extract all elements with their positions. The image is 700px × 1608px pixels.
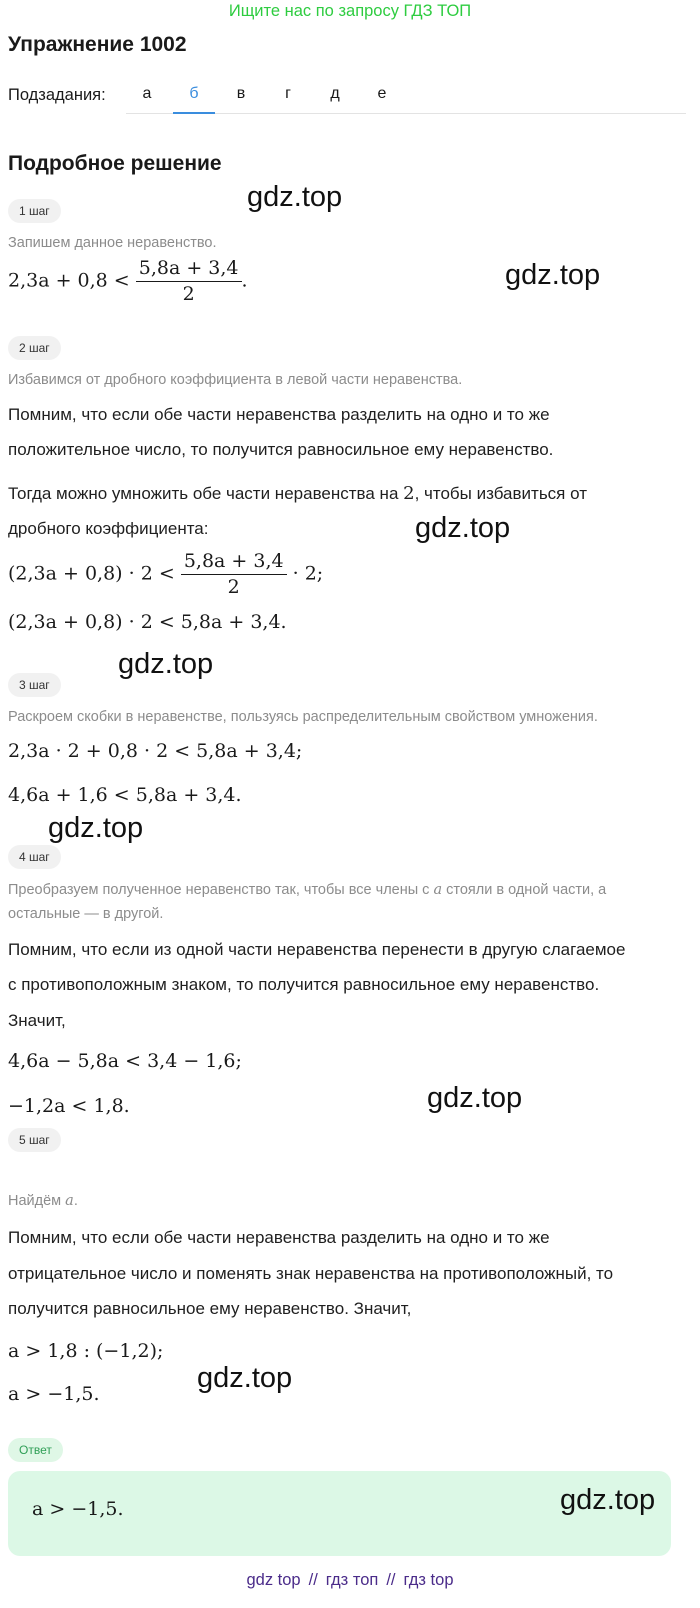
step-3-inequality-1: 2,3a · 2 + 0,8 · 2 < 5,8a + 3,4; bbox=[8, 740, 303, 762]
footer-link-gdz-top[interactable]: gdz top bbox=[246, 1571, 301, 1589]
step-2-inequality-2: (2,3a + 0,8) · 2 < 5,8a + 3,4. bbox=[8, 611, 287, 633]
watermark: gdz.top bbox=[505, 259, 601, 291]
variable-a: a bbox=[433, 882, 443, 898]
watermark: gdz.top bbox=[197, 1362, 293, 1394]
step-4-rule-line-1: Помним, что если из одной части неравенства перенести в другую слагаемое bbox=[8, 940, 626, 959]
step-5-inequality-1: a > 1,8 : (−1,2); bbox=[8, 1340, 164, 1362]
tab-v[interactable]: в bbox=[236, 85, 246, 102]
step-2-hint: Избавимся от дробного коэффициента в левой части неравенства. bbox=[8, 372, 463, 388]
step-4-hint-line-1 bbox=[8, 878, 606, 902]
subtask-tabs bbox=[126, 74, 686, 114]
fraction-numerator: 5,8a + 3,4 bbox=[181, 549, 287, 575]
step-4-inequality-1: 4,6a − 5,8a < 3,4 − 1,6; bbox=[8, 1050, 242, 1072]
step-2-rule-line-1: Помним, что если обе части неравенства разделить на одно и то же bbox=[8, 405, 550, 424]
footer-links bbox=[0, 1571, 700, 1590]
hint-text: Найдём bbox=[8, 1193, 66, 1209]
step-1-inequality bbox=[8, 256, 248, 307]
hint-text: стояли в одной части, а bbox=[442, 882, 607, 898]
step-2-rule-line-2: положительное число, то получится равносильное ему неравенство. bbox=[8, 440, 554, 459]
step-2-badge: 2 шаг bbox=[8, 336, 61, 360]
hint-text: Преобразуем полученное неравенство так, чтобы все члены с bbox=[8, 882, 434, 898]
step-5-hint bbox=[8, 1189, 78, 1213]
watermark: gdz.top bbox=[247, 181, 343, 213]
step-5-rule-line-2: отрицательное число и поменять знак неравенства на противоположный, то bbox=[8, 1264, 614, 1283]
section-title: Подробное решение bbox=[8, 152, 222, 175]
tab-d[interactable]: д bbox=[330, 85, 340, 102]
tab-e[interactable]: е bbox=[377, 85, 387, 102]
step-2-explanation-line-2: дробного коэффициента: bbox=[8, 519, 209, 538]
step-3-hint: Раскроем скобки в неравенстве, пользуясь распределительным свойством умножения. bbox=[8, 709, 598, 725]
variable-a: a bbox=[65, 1193, 74, 1209]
answer-badge: Ответ bbox=[8, 1438, 63, 1462]
footer-link-gdz-top-ru[interactable]: гдз топ bbox=[325, 1571, 379, 1589]
footer-separator: // bbox=[386, 1571, 396, 1589]
step-2-explanation-line-1 bbox=[8, 476, 678, 511]
step-1-hint: Запишем данное неравенство. bbox=[8, 235, 217, 251]
tab-a[interactable]: а bbox=[142, 85, 152, 102]
watermark: gdz.top bbox=[48, 812, 144, 844]
footer-separator: // bbox=[308, 1571, 318, 1589]
inequality-left-side: 2,3a + 0,8 < bbox=[8, 269, 130, 292]
tab-g[interactable]: г bbox=[285, 85, 291, 102]
exercise-title: Упражнение 1002 bbox=[8, 33, 187, 56]
step-4-inequality-2: −1,2a < 1,8. bbox=[8, 1095, 130, 1117]
fraction-numerator: 5,8a + 3,4 bbox=[136, 256, 242, 282]
step-3-inequality-2: 4,6a + 1,6 < 5,8a + 3,4. bbox=[8, 784, 242, 806]
inequality-left-side: (2,3a + 0,8) · 2 < bbox=[8, 562, 175, 585]
step-4-rule-line-2: с противоположным знаком, то получится равносильное ему неравенство. bbox=[8, 975, 600, 994]
watermark: gdz.top bbox=[427, 1082, 523, 1114]
watermark: gdz.top bbox=[118, 648, 214, 680]
explanation-text: Тогда можно умножить обе части неравенства на bbox=[8, 484, 404, 503]
step-4-hint-line-2: остальные — в другой. bbox=[8, 906, 164, 922]
inequality-tail: . bbox=[241, 269, 248, 292]
explanation-text: , чтобы избавиться от bbox=[414, 484, 587, 503]
tab-b-active[interactable]: б bbox=[173, 74, 215, 114]
step-3-badge: 3 шаг bbox=[8, 673, 61, 697]
answer-value: a > −1,5. bbox=[32, 1498, 124, 1520]
fraction bbox=[136, 256, 242, 307]
inequality-tail: · 2; bbox=[292, 562, 324, 585]
step-4-conclusion: Значит, bbox=[8, 1011, 66, 1030]
step-5-badge: 5 шаг bbox=[8, 1128, 61, 1152]
fraction bbox=[181, 549, 287, 600]
footer-link-gdz-top-mixed[interactable]: гдз top bbox=[403, 1571, 454, 1589]
step-5-inequality-2: a > −1,5. bbox=[8, 1383, 100, 1405]
step-5-rule-line-3: получится равносильное ему неравенство. Значит, bbox=[8, 1299, 412, 1318]
fraction-denominator: 2 bbox=[227, 576, 240, 598]
fraction-denominator: 2 bbox=[182, 283, 195, 305]
search-hint-banner: Ищите нас по запросу ГДЗ ТОП bbox=[228, 2, 472, 20]
step-2-inequality-1 bbox=[8, 549, 323, 600]
hint-text: . bbox=[73, 1193, 78, 1209]
multiplier-number: 2 bbox=[403, 483, 415, 504]
step-1-badge: 1 шаг bbox=[8, 199, 61, 223]
subtasks-label: Подзадания: bbox=[8, 86, 106, 104]
step-5-rule-line-1: Помним, что если обе части неравенства разделить на одно и то же bbox=[8, 1228, 550, 1247]
watermark: gdz.top bbox=[560, 1484, 656, 1516]
watermark: gdz.top bbox=[415, 512, 511, 544]
step-4-badge: 4 шаг bbox=[8, 845, 61, 869]
